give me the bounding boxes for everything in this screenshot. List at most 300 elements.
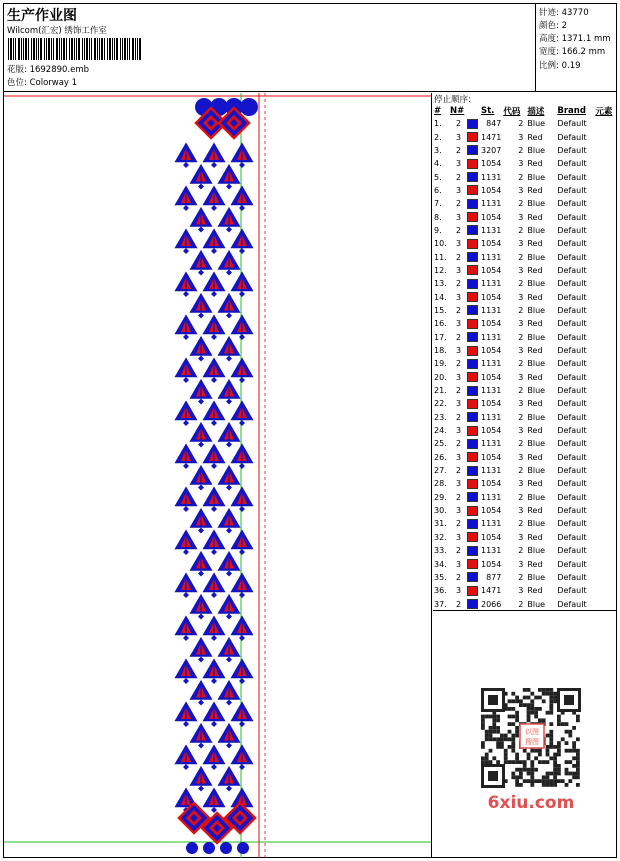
color-swatch [467, 292, 478, 302]
color-swatch [467, 479, 478, 489]
table-row [433, 597, 615, 610]
row-swatch [467, 357, 481, 370]
col-swatch [467, 104, 481, 117]
row-stitches: 1471 [481, 586, 502, 596]
row-needle: 3 [455, 506, 462, 516]
row-code: 3 [518, 426, 524, 436]
row-needle: 2 [455, 145, 462, 155]
row-index: 33. [434, 546, 447, 556]
row-description: Red [527, 346, 543, 356]
row-brand: Default [557, 119, 587, 129]
row-swatch [467, 290, 481, 303]
row-code: 2 [518, 492, 524, 502]
design-stats [539, 4, 616, 92]
row-index: 26. [434, 452, 447, 462]
worksheet-header [4, 4, 616, 92]
table-row [433, 477, 615, 490]
row-swatch [467, 304, 481, 317]
table-row [433, 117, 615, 130]
row-brand: Default [557, 546, 587, 556]
row-index: 21. [434, 386, 447, 396]
row-element [595, 250, 615, 263]
row-code: 2 [518, 145, 524, 155]
row-code: 2 [518, 359, 524, 369]
row-description: Blue [527, 279, 546, 289]
row-needle: 3 [455, 346, 462, 356]
row-index: 9. [434, 225, 442, 235]
stat-scale: 比例: 0.19 [539, 61, 581, 71]
row-brand: Default [557, 212, 587, 222]
color-swatch [467, 159, 478, 169]
row-swatch [467, 397, 481, 410]
row-index: 11. [434, 252, 447, 262]
row-brand: Default [557, 492, 587, 502]
color-swatch [467, 492, 478, 502]
table-row [433, 437, 615, 450]
table-row [433, 357, 615, 370]
row-brand: Default [557, 305, 587, 315]
design-file-name: 1692890.emb [29, 65, 90, 75]
row-stitches: 1131 [481, 279, 502, 289]
row-swatch [467, 451, 481, 464]
row-code: 2 [518, 439, 524, 449]
row-stitches: 1131 [481, 199, 502, 209]
table-row [433, 557, 615, 570]
row-description: Blue [527, 466, 546, 476]
row-element [595, 237, 615, 250]
row-brand: Default [557, 452, 587, 462]
row-description: Red [527, 559, 543, 569]
row-element [595, 517, 615, 530]
row-needle: 3 [455, 212, 462, 222]
row-stitches: 1131 [481, 412, 502, 422]
row-index: 1. [434, 119, 442, 129]
row-index: 17. [434, 332, 447, 342]
row-description: Red [527, 159, 543, 169]
row-element [595, 157, 615, 170]
row-brand: Default [557, 185, 587, 195]
design-canvas [4, 93, 432, 858]
stat-colors: 颜色: 2 [539, 21, 567, 31]
row-code: 2 [518, 386, 524, 396]
row-description: Red [527, 319, 543, 329]
row-brand: Default [557, 319, 587, 329]
color-swatch [467, 572, 478, 582]
row-brand: Default [557, 132, 587, 142]
row-stitches: 1131 [481, 172, 502, 182]
row-stitches: 1054 [481, 532, 502, 542]
row-needle: 2 [455, 252, 462, 262]
row-code: 3 [518, 506, 524, 516]
row-element [595, 584, 615, 597]
row-description: Blue [527, 252, 546, 262]
table-row [433, 397, 615, 410]
row-element [595, 277, 615, 290]
row-code: 3 [518, 346, 524, 356]
row-code: 2 [518, 332, 524, 342]
row-description: Red [527, 426, 543, 436]
row-index: 28. [434, 479, 447, 489]
row-needle: 3 [455, 452, 462, 462]
row-index: 25. [434, 439, 447, 449]
row-stitches: 1054 [481, 506, 502, 516]
table-row [433, 371, 615, 384]
row-stitches: 1054 [481, 185, 502, 195]
row-needle: 2 [455, 359, 462, 369]
row-description: Blue [527, 359, 546, 369]
color-swatch [467, 546, 478, 556]
color-swatch [467, 399, 478, 409]
color-swatch [467, 199, 478, 209]
row-element [595, 317, 615, 330]
row-element [595, 437, 615, 450]
row-description: Red [527, 586, 543, 596]
row-index: 32. [434, 532, 447, 542]
table-row [433, 144, 615, 157]
table-row [433, 584, 615, 597]
row-element [595, 557, 615, 570]
embroidery-pattern [175, 98, 258, 854]
row-stitches: 1131 [481, 225, 502, 235]
col-stitches: St. [481, 105, 495, 116]
row-element [595, 117, 615, 130]
row-code: 2 [518, 172, 524, 182]
row-description: Blue [527, 145, 546, 155]
row-swatch [467, 491, 481, 504]
row-index: 24. [434, 426, 447, 436]
row-stitches: 3207 [481, 145, 502, 155]
row-code: 2 [518, 466, 524, 476]
row-brand: Default [557, 586, 587, 596]
row-needle: 3 [455, 479, 462, 489]
row-index: 10. [434, 239, 447, 249]
row-description: Red [527, 185, 543, 195]
row-swatch [467, 371, 481, 384]
row-brand: Default [557, 332, 587, 342]
row-index: 34. [434, 559, 447, 569]
table-row [433, 424, 615, 437]
row-swatch [467, 237, 481, 250]
row-code: 2 [518, 572, 524, 582]
row-description: Red [527, 132, 543, 142]
row-brand: Default [557, 346, 587, 356]
production-worksheet [3, 3, 617, 858]
row-stitches: 1131 [481, 386, 502, 396]
row-brand: Default [557, 412, 587, 422]
color-swatch [467, 532, 478, 542]
qr-code-watermark [473, 684, 589, 814]
stat-stitches: 针迹: 43770 [539, 8, 589, 18]
row-swatch [467, 277, 481, 290]
row-element [595, 371, 615, 384]
colorway-value: Colorway 1 [29, 78, 78, 88]
color-swatch [467, 212, 478, 222]
row-element [595, 264, 615, 277]
row-needle: 3 [455, 132, 462, 142]
row-code: 2 [518, 119, 524, 129]
table-row [433, 464, 615, 477]
row-element [595, 424, 615, 437]
row-description: Blue [527, 572, 546, 582]
row-element [595, 504, 615, 517]
table-row [433, 210, 615, 223]
colorway-row [7, 76, 77, 88]
color-swatch [467, 332, 478, 342]
color-swatch [467, 439, 478, 449]
row-brand: Default [557, 559, 587, 569]
row-brand: Default [557, 532, 587, 542]
row-swatch [467, 544, 481, 557]
row-description: Blue [527, 332, 546, 342]
row-code: 2 [518, 519, 524, 529]
row-stitches: 1131 [481, 252, 502, 262]
row-swatch [467, 384, 481, 397]
row-brand: Default [557, 399, 587, 409]
studio-name: Wilcom(汇宏) 绣饰工作室 [7, 26, 107, 36]
row-description: Red [527, 239, 543, 249]
color-swatch [467, 225, 478, 235]
row-stitches: 1054 [481, 479, 502, 489]
row-code: 2 [518, 546, 524, 556]
row-brand: Default [557, 279, 587, 289]
row-swatch [467, 184, 481, 197]
row-description: Red [527, 399, 543, 409]
row-element [595, 224, 615, 237]
row-code: 2 [518, 412, 524, 422]
row-element [595, 170, 615, 183]
row-stitches: 1131 [481, 466, 502, 476]
table-row [433, 224, 615, 237]
row-swatch [467, 531, 481, 544]
row-stitches: 1054 [481, 559, 502, 569]
table-row [433, 531, 615, 544]
color-swatch [467, 412, 478, 422]
stop-sequence-table [433, 104, 615, 611]
row-element [595, 210, 615, 223]
row-element [595, 397, 615, 410]
row-needle: 3 [455, 372, 462, 382]
row-brand: Default [557, 265, 587, 275]
row-description: Red [527, 506, 543, 516]
row-swatch [467, 264, 481, 277]
row-code: 3 [518, 212, 524, 222]
col-needle: N# [450, 105, 465, 116]
row-swatch [467, 571, 481, 584]
color-swatch [467, 506, 478, 516]
color-swatch [467, 279, 478, 289]
row-swatch [467, 224, 481, 237]
color-swatch [467, 346, 478, 356]
row-stitches: 1054 [481, 346, 502, 356]
design-file-row [7, 63, 89, 75]
color-swatch [467, 185, 478, 195]
row-index: 5. [434, 172, 442, 182]
color-swatch [467, 586, 478, 596]
row-code: 3 [518, 239, 524, 249]
row-stitches: 1471 [481, 132, 502, 142]
row-index: 19. [434, 359, 447, 369]
row-stitches: 1054 [481, 159, 502, 169]
row-code: 2 [518, 599, 524, 609]
row-swatch [467, 117, 481, 130]
row-brand: Default [557, 145, 587, 155]
row-element [595, 411, 615, 424]
row-swatch [467, 317, 481, 330]
row-swatch [467, 210, 481, 223]
row-element [595, 544, 615, 557]
stop-sequence-panel [433, 93, 616, 611]
row-needle: 2 [455, 199, 462, 209]
row-code: 3 [518, 132, 524, 142]
row-description: Blue [527, 492, 546, 502]
row-description: Blue [527, 546, 546, 556]
stamp-text-bottom: 搜图 [525, 738, 539, 746]
row-stitches: 1131 [481, 359, 502, 369]
row-stitches: 1054 [481, 372, 502, 382]
color-swatch [467, 265, 478, 275]
row-swatch [467, 157, 481, 170]
row-description: Blue [527, 519, 546, 529]
table-row [433, 197, 615, 210]
table-row [433, 304, 615, 317]
row-code: 3 [518, 185, 524, 195]
color-swatch [467, 466, 478, 476]
row-needle: 2 [455, 119, 462, 129]
row-swatch [467, 424, 481, 437]
row-brand: Default [557, 292, 587, 302]
row-element [595, 477, 615, 490]
row-swatch [467, 557, 481, 570]
design-file-label: 花版: [7, 65, 27, 75]
row-stitches: 1054 [481, 399, 502, 409]
row-stitches: 1131 [481, 546, 502, 556]
row-brand: Default [557, 479, 587, 489]
row-code: 3 [518, 479, 524, 489]
row-stitches: 1054 [481, 239, 502, 249]
table-row [433, 290, 615, 303]
row-needle: 3 [455, 292, 462, 302]
table-row [433, 237, 615, 250]
row-description: Blue [527, 439, 546, 449]
row-needle: 2 [455, 492, 462, 502]
row-index: 22. [434, 399, 447, 409]
color-swatch [467, 426, 478, 436]
table-row [433, 451, 615, 464]
row-swatch [467, 144, 481, 157]
row-code: 3 [518, 159, 524, 169]
row-stitches: 2066 [481, 599, 502, 609]
row-index: 8. [434, 212, 442, 222]
row-description: Red [527, 452, 543, 462]
table-row [433, 250, 615, 263]
stat-height: 高度: 1371.1 mm [539, 34, 611, 44]
row-stitches: 1054 [481, 212, 502, 222]
row-element [595, 357, 615, 370]
row-index: 30. [434, 506, 447, 516]
table-row [433, 277, 615, 290]
row-index: 7. [434, 199, 442, 209]
row-index: 37. [434, 599, 447, 609]
table-row [433, 170, 615, 183]
row-description: Red [527, 372, 543, 382]
row-description: Blue [527, 386, 546, 396]
row-description: Red [527, 265, 543, 275]
row-needle: 3 [455, 426, 462, 436]
row-needle: 2 [455, 546, 462, 556]
table-row [433, 264, 615, 277]
row-stitches: 1054 [481, 265, 502, 275]
row-code: 3 [518, 372, 524, 382]
table-row [433, 544, 615, 557]
color-swatch [467, 372, 478, 382]
row-stitches: 1054 [481, 426, 502, 436]
table-row [433, 384, 615, 397]
row-index: 23. [434, 412, 447, 422]
row-brand: Default [557, 239, 587, 249]
row-code: 2 [518, 225, 524, 235]
row-stitches: 1131 [481, 305, 502, 315]
colorway-label: 色位: [7, 78, 27, 88]
row-element [595, 144, 615, 157]
row-brand: Default [557, 439, 587, 449]
row-code: 2 [518, 305, 524, 315]
row-index: 2. [434, 132, 442, 142]
row-needle: 2 [455, 466, 462, 476]
row-element [595, 184, 615, 197]
row-swatch [467, 250, 481, 263]
row-swatch [467, 504, 481, 517]
row-index: 15. [434, 305, 447, 315]
table-row [433, 411, 615, 424]
color-swatch [467, 359, 478, 369]
row-needle: 2 [455, 412, 462, 422]
row-index: 18. [434, 346, 447, 356]
row-brand: Default [557, 359, 587, 369]
row-stitches: 847 [486, 119, 502, 129]
row-needle: 3 [455, 185, 462, 195]
color-swatch [467, 319, 478, 329]
col-description: 描述 [527, 106, 545, 117]
row-code: 3 [518, 292, 524, 302]
row-index: 3. [434, 145, 442, 155]
row-code: 3 [518, 586, 524, 596]
row-description: Red [527, 292, 543, 302]
table-row [433, 130, 615, 143]
row-swatch [467, 411, 481, 424]
row-brand: Default [557, 519, 587, 529]
row-stitches: 1131 [481, 519, 502, 529]
row-brand: Default [557, 172, 587, 182]
color-swatch [467, 239, 478, 249]
row-needle: 3 [455, 399, 462, 409]
row-needle: 2 [455, 386, 462, 396]
row-swatch [467, 597, 481, 610]
table-row [433, 331, 615, 344]
row-element [595, 451, 615, 464]
row-stitches: 1054 [481, 292, 502, 302]
row-description: Blue [527, 172, 546, 182]
row-swatch [467, 477, 481, 490]
barcode [8, 38, 142, 60]
row-brand: Default [557, 572, 587, 582]
row-brand: Default [557, 506, 587, 516]
row-description: Blue [527, 305, 546, 315]
row-needle: 2 [455, 305, 462, 315]
color-swatch [467, 132, 478, 142]
row-needle: 3 [455, 265, 462, 275]
row-brand: Default [557, 372, 587, 382]
row-code: 3 [518, 265, 524, 275]
